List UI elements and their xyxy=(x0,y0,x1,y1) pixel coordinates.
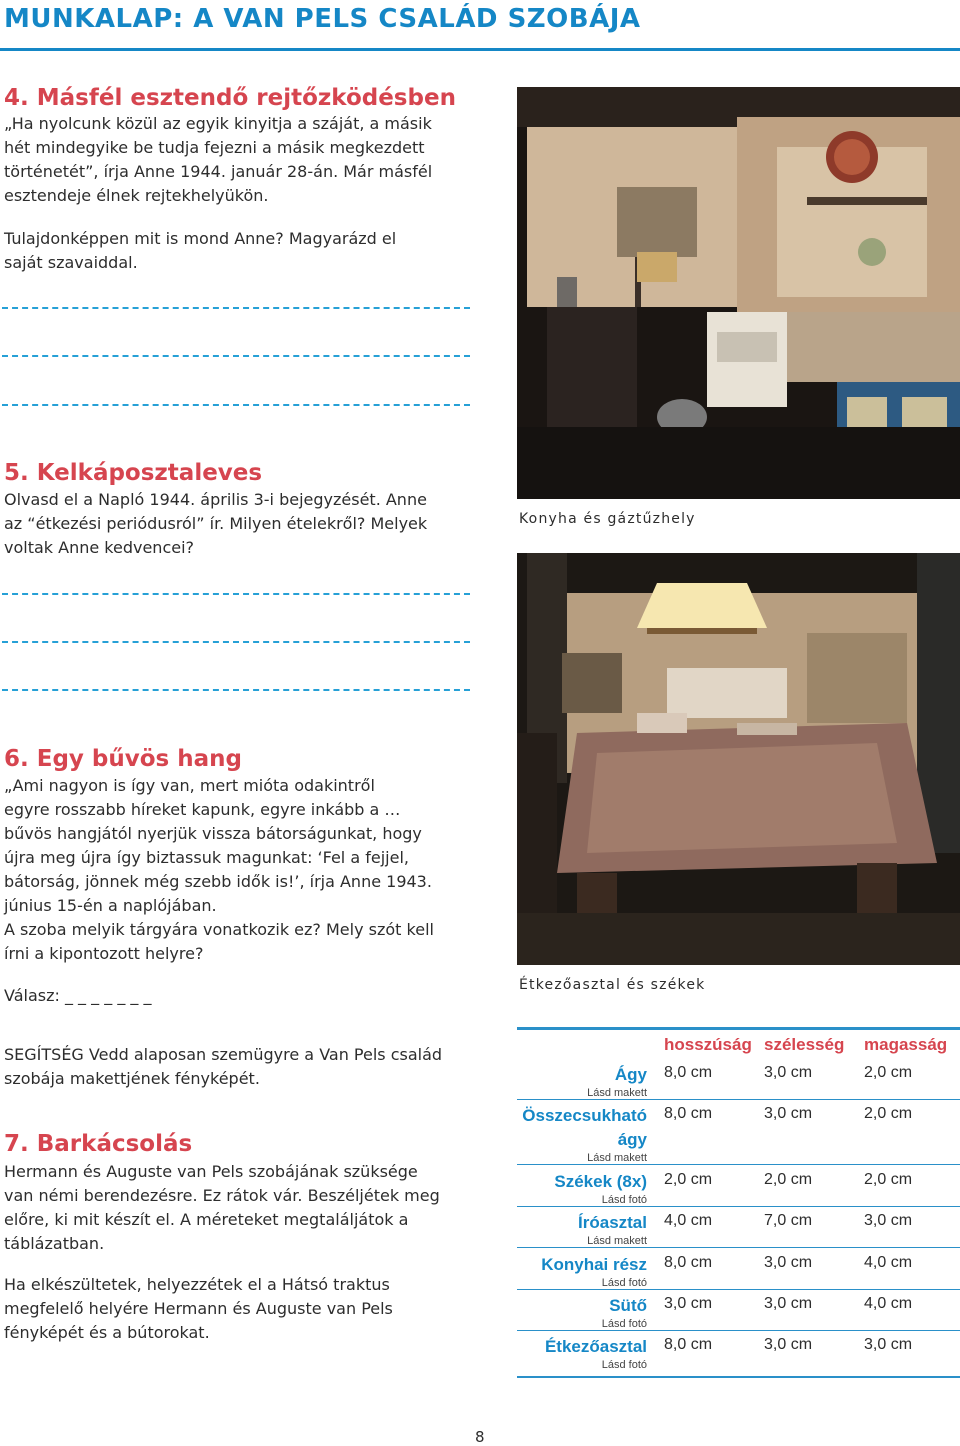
answer-line[interactable] xyxy=(2,404,470,406)
text-line: SEGÍTSÉG Vedd alaposan szemügyre a Van Pels család xyxy=(4,1045,443,1064)
kitchen-caption: Konyha és gáztűzhely xyxy=(519,511,696,527)
help-note xyxy=(4,1043,504,1091)
section-7-heading: 7. Barkácsolás xyxy=(4,1131,193,1157)
table-cell: 8,0 cm xyxy=(664,1105,713,1122)
text-line: voltak Anne kedvencei? xyxy=(4,538,195,557)
section-6-text xyxy=(4,774,504,966)
dining-caption: Étkezőasztal és székek xyxy=(519,977,706,993)
dining-illustration xyxy=(517,553,960,965)
section-6-heading: 6. Egy bűvös hang xyxy=(4,746,242,772)
text-line: történetét”, írja Anne 1944. január 28-án. Már másfél xyxy=(4,162,433,181)
table-bottom-rule xyxy=(517,1376,960,1378)
table-cell: 2,0 cm xyxy=(864,1105,913,1122)
table-cell: 3,0 cm xyxy=(764,1295,813,1312)
furniture-name: Konyhai rész xyxy=(541,1255,647,1274)
table-top-rule xyxy=(517,1027,960,1030)
furniture-name: Íróasztal xyxy=(578,1213,647,1232)
table-cell: 2,0 cm xyxy=(664,1171,713,1188)
text-line: fényképét és a bútorokat. xyxy=(4,1323,210,1342)
table-cell: 3,0 cm xyxy=(764,1105,813,1122)
reference-note: Lásd fotó xyxy=(601,1359,647,1371)
text-line: „Ha nyolcunk közül az egyik kinyitja a száját, a másik xyxy=(4,114,432,133)
table-row-rule xyxy=(517,1164,960,1165)
text-line: az “étkezési periódusról” ír. Milyen ételekről? Melyek xyxy=(4,514,428,533)
furniture-name: Sütő xyxy=(609,1296,647,1315)
text-line: megfelelő helyére Hermann és Auguste van Pels xyxy=(4,1299,393,1318)
text-line: A szoba melyik tárgyára vonatkozik ez? Mely szót kell xyxy=(4,920,434,939)
reference-note: Lásd fotó xyxy=(601,1194,647,1206)
text-line: újra meg újra így biztassuk magunkat: ‘Fel a fejjel, xyxy=(4,848,409,867)
kitchen-photo xyxy=(517,87,960,499)
table-cell: 8,0 cm xyxy=(664,1064,713,1081)
reference-note: Lásd makett xyxy=(587,1235,647,1247)
table-cell: 2,0 cm xyxy=(864,1064,913,1081)
section-4-quote xyxy=(4,112,504,208)
section-7-text xyxy=(4,1160,504,1256)
text-line: hét mindegyike be tudja fejezni a másik megkezdett xyxy=(4,138,425,157)
table-cell: 3,0 cm xyxy=(764,1254,813,1271)
answer-line[interactable] xyxy=(2,689,470,691)
text-line: írni a kipontozott helyre? xyxy=(4,944,204,963)
section-5-text xyxy=(4,488,504,560)
text-line: bátorság, jönnek még szebb idők is!’, írja Anne 1943. xyxy=(4,872,432,891)
column-header: magasság xyxy=(864,1035,948,1054)
table-cell: 4,0 cm xyxy=(664,1212,713,1229)
answer-line[interactable] xyxy=(2,641,470,643)
table-row-rule xyxy=(517,1206,960,1207)
text-line: táblázatban. xyxy=(4,1234,105,1253)
table-row-label xyxy=(517,1253,647,1289)
table-row-label xyxy=(517,1211,647,1247)
text-line: „Ami nagyon is így van, mert mióta odakintről xyxy=(4,776,375,795)
section-4-question xyxy=(4,227,504,275)
answer-field[interactable]: Válasz: _ _ _ _ _ _ _ xyxy=(4,986,152,1005)
reference-note: Lásd fotó xyxy=(601,1318,647,1330)
table-cell: 3,0 cm xyxy=(864,1212,913,1229)
furniture-name-continued: ágy xyxy=(617,1130,647,1149)
page-title: MUNKALAP: A VAN PELS CSALÁD SZOBÁJA xyxy=(4,4,641,34)
table-cell: 2,0 cm xyxy=(764,1171,813,1188)
table-row-rule xyxy=(517,1330,960,1331)
text-line: Ha elkészültetek, helyezzétek el a Hátsó traktus xyxy=(4,1275,390,1294)
text-line: Hermann és Auguste van Pels szobájának szüksége xyxy=(4,1162,418,1181)
reference-note: Lásd makett xyxy=(587,1087,647,1099)
table-row-label xyxy=(517,1335,647,1371)
text-line: esztendeje élnek rejtekhelyükön. xyxy=(4,186,269,205)
table-cell: 2,0 cm xyxy=(864,1171,913,1188)
furniture-name: Összecsukható xyxy=(522,1106,647,1125)
furniture-name: Ágy xyxy=(614,1065,647,1084)
table-cell: 7,0 cm xyxy=(764,1212,813,1229)
text-line: bűvös hangjától nyerjük vissza bátorságunkat, hogy xyxy=(4,824,422,843)
table-row-label xyxy=(517,1170,647,1206)
answer-line[interactable] xyxy=(2,355,470,357)
table-cell: 8,0 cm xyxy=(664,1254,713,1271)
text-line: szobája makettjének fényképét. xyxy=(4,1069,260,1088)
column-header: hosszúság xyxy=(664,1035,752,1054)
table-row-label xyxy=(517,1294,647,1330)
table-row-label xyxy=(517,1104,647,1164)
column-header: szélesség xyxy=(764,1035,845,1054)
table-cell: 4,0 cm xyxy=(864,1295,913,1312)
text-line: egyre rosszabb híreket kapunk, egyre inkább a … xyxy=(4,800,401,819)
table-cell: 8,0 cm xyxy=(664,1336,713,1353)
table-cell: 3,0 cm xyxy=(864,1336,913,1353)
text-line: saját szavaiddal. xyxy=(4,253,138,272)
table-row-rule xyxy=(517,1289,960,1290)
section-7-text-2 xyxy=(4,1273,504,1345)
text-line: van némi berendezésre. Ez rátok vár. Beszéljétek meg xyxy=(4,1186,440,1205)
table-row-label xyxy=(517,1063,647,1099)
answer-line[interactable] xyxy=(2,593,470,595)
kitchen-illustration xyxy=(517,87,960,499)
table-cell: 3,0 cm xyxy=(764,1336,813,1353)
table-cell: 3,0 cm xyxy=(764,1064,813,1081)
table-row-rule xyxy=(517,1099,960,1100)
reference-note: Lásd makett xyxy=(587,1152,647,1164)
section-4-heading: 4. Másfél esztendő rejtőzködésben xyxy=(4,85,456,111)
title-divider xyxy=(0,48,960,51)
text-line: előre, ki mit készít el. A méreteket megtaláljátok a xyxy=(4,1210,409,1229)
answer-line[interactable] xyxy=(2,307,470,309)
table-row-rule xyxy=(517,1247,960,1248)
text-line: június 15-én a naplójában. xyxy=(4,896,217,915)
reference-note: Lásd fotó xyxy=(601,1277,647,1289)
furniture-name: Székek (8x) xyxy=(554,1172,647,1191)
section-5-heading: 5. Kelkáposztaleves xyxy=(4,460,263,486)
furniture-name: Étkezőasztal xyxy=(544,1337,647,1356)
table-cell: 3,0 cm xyxy=(664,1295,713,1312)
table-cell: 4,0 cm xyxy=(864,1254,913,1271)
page-number: 8 xyxy=(475,1428,485,1446)
text-line: Olvasd el a Napló 1944. április 3-i bejegyzését. Anne xyxy=(4,490,427,509)
dining-photo xyxy=(517,553,960,965)
text-line: Tulajdonképpen mit is mond Anne? Magyarázd el xyxy=(4,229,397,248)
